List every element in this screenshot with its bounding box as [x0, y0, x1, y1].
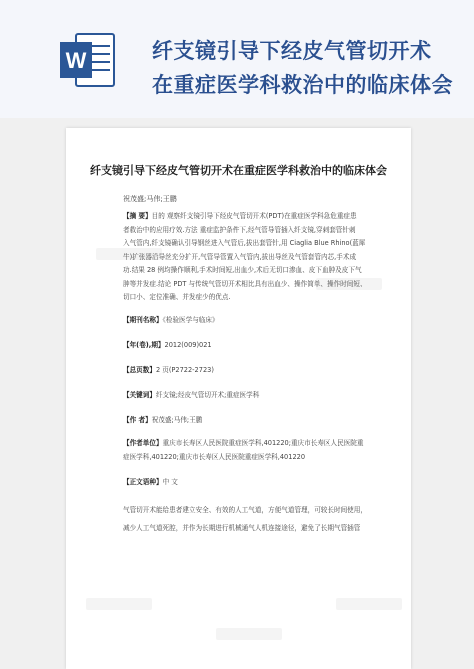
pages-field	[123, 364, 378, 378]
year-field	[123, 339, 378, 353]
abstract-line: 肿等并发症.结论 PDT 与传统气管切开术相比具有出血少、操作简单、操作时间短、	[123, 279, 367, 288]
language-field	[123, 476, 378, 490]
abstract-line: 功.结果 28 例均操作顺利,手术时间短,出血少,术后无切口渗血、皮下血肿及皮下气	[123, 266, 362, 274]
journal-value: 《检验医学与临床》	[162, 316, 219, 324]
body-line: 减少人工气道死腔，并作为长期进行机械通气人机连接途径，避免了长期气管插管	[123, 524, 361, 532]
journal-label: 【期刊名称】	[123, 316, 163, 324]
body-line: 气管切开术能给患者建立安全、有效的人工气道，方便气道管理，可较长时间使用，	[123, 506, 367, 514]
watermark-mark	[316, 278, 382, 290]
document-page	[66, 128, 411, 669]
abstract-line: 切口小、定位准确、并发症少的优点.	[123, 293, 231, 301]
watermark-mark	[86, 598, 152, 610]
language-value: 中 文	[162, 478, 178, 486]
watermark-mark	[96, 248, 162, 260]
page-title-line-2: 在重症医学科救治中的临床体会	[152, 73, 453, 97]
document-title: 纤支镜引导下经皮气管切开术在重症医学科救治中的临床体会	[90, 164, 387, 177]
keywords-label: 【关键词】	[123, 391, 156, 399]
pages-value: 2 页(P2722-2723)	[155, 366, 214, 374]
keywords-value: 纤支镜;经皮气管切开术;重症医学科	[155, 391, 260, 399]
journal-field	[123, 314, 378, 328]
abstract-label: 【摘 要】	[123, 212, 152, 220]
author-field	[123, 414, 378, 428]
watermark-mark	[336, 598, 402, 610]
abstract-line: 牛)扩张器沿导丝充分扩开,气管导管置入气管内,拔出导丝及气管套管内芯,手术成	[123, 252, 357, 261]
affiliation-row-1	[123, 437, 378, 451]
keywords-field	[123, 389, 378, 403]
logo-letter: W	[65, 48, 87, 73]
word-document-icon	[58, 30, 116, 90]
author-label: 【作 者】	[123, 416, 152, 424]
affiliation-line: 症医学科,401220;重庆市长寿区人民医院重症医学科,401220	[123, 452, 306, 461]
affiliation-line: 重庆市长寿区人民医院重症医学科,401220;重庆市长寿区人民医院重	[162, 439, 364, 447]
abstract-line: 者救治中的应用疗效.方法 重症监护条件下,经气管导管插入纤支镜,穿刺套管针刺	[123, 225, 356, 234]
affiliation-field	[123, 437, 378, 464]
abstract-line: 入气管内,纤支镜确认引导钢丝进入气管后,拔出套管针,用 Ciaglia Blue Rhino(蓝犀	[123, 239, 366, 247]
body-paragraph	[123, 501, 378, 537]
pages-label: 【总页数】	[123, 366, 156, 374]
language-label: 【正文语种】	[123, 478, 163, 486]
header-banner	[0, 0, 474, 118]
year-label: 【年(卷),期】	[123, 341, 165, 349]
author-value: 祝茂盛;马伟;王鹏	[151, 416, 203, 424]
year-value: 2012(009)021	[164, 341, 212, 349]
page-title-line-1: 纤支镜引导下经皮气管切开术	[152, 39, 432, 63]
authors-line: 祝茂盛;马伟;王鹏	[123, 195, 177, 203]
affiliation-label: 【作者单位】	[123, 439, 163, 447]
abstract-line: 目的 观察纤支镜引导下经皮气管切开术(PDT)在重症医学科急危重症患	[151, 212, 357, 220]
abstract-row-1	[123, 210, 378, 224]
watermark-mark	[216, 628, 282, 640]
page-title	[152, 34, 472, 102]
